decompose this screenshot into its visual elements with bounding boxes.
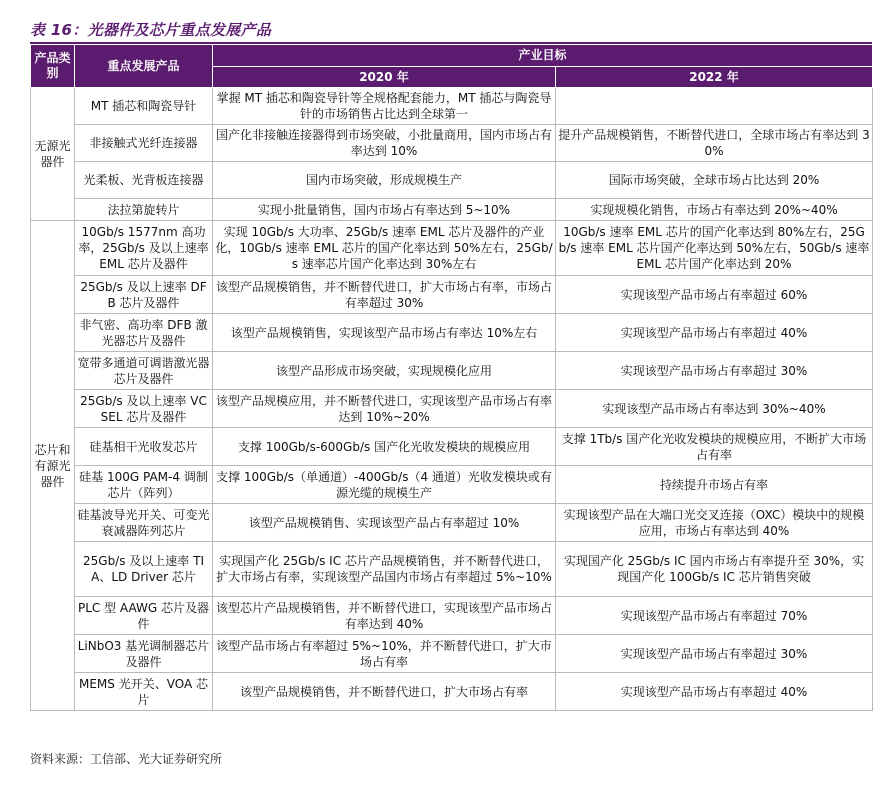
- product-cell: 宽带多通道可调谐激光器芯片及器件: [75, 352, 213, 390]
- target-2020-cell: 该型产品规模销售、实现该型产品占有率超过 10%: [213, 504, 556, 542]
- target-2020-cell: 国内市场突破，形成规模生产: [213, 162, 556, 199]
- product-cell: 硅基相干光收发芯片: [75, 428, 213, 466]
- target-2020-cell: 支撑 100Gb/s（单通道）-400Gb/s（4 通道）光收发模块或有源光缆的规模生产: [213, 466, 556, 504]
- product-cell: 光柔板、光背板连接器: [75, 162, 213, 199]
- target-2022-cell: 实现规模化销售，市场占有率达到 20%~40%: [556, 199, 873, 221]
- source-note: 资料来源：工信部、光大证券研究所: [30, 752, 223, 766]
- header-product: 重点发展产品: [75, 45, 213, 88]
- target-2020-cell: 实现国产化 25Gb/s IC 芯片产品规模销售，并不断替代进口，扩大市场占有率，实现该型产品国内市场占有率超过 5%~10%: [213, 542, 556, 597]
- target-2020-cell: 该型芯片产品规模销售，并不断替代进口，实现该型产品市场占有率达到 40%: [213, 597, 556, 635]
- target-2022-cell: 实现该型产品在大端口光交叉连接（OXC）模块中的规模应用，市场占有率达到 40%: [556, 504, 873, 542]
- header-category: 产品类别: [31, 45, 75, 88]
- target-2022-cell: 实现该型产品市场占有率超过 60%: [556, 276, 873, 314]
- target-2022-cell: 提升产品规模销售，不断替代进口，全球市场占有率达到 30%: [556, 125, 873, 162]
- target-2020-cell: 该型产品规模应用，并不断替代进口，实现该型产品市场占有率达到 10%~20%: [213, 390, 556, 428]
- product-cell: 法拉第旋转片: [75, 199, 213, 221]
- target-2020-cell: 国产化非接触连接器得到市场突破，小批量商用，国内市场占有率达到 10%: [213, 125, 556, 162]
- target-2022-cell: 实现该型产品市场占有率超过 30%: [556, 635, 873, 673]
- header-target: 产业目标: [213, 45, 873, 67]
- target-2020-cell: 该型产品规模销售，并不断替代进口，扩大市场占有率，市场占有率超过 30%: [213, 276, 556, 314]
- header-2020: 2020 年: [213, 67, 556, 88]
- target-2022-cell: 国际市场突破，全球市场占比达到 20%: [556, 162, 873, 199]
- target-2020-cell: 实现 10Gb/s 大功率、25Gb/s 速率 EML 芯片及器件的产业化，10Gb/s 速率 EML 芯片的国产化率达到 50%左右，25Gb/s 速率芯片国产化率达到 30%左右: [213, 221, 556, 276]
- product-cell: 25Gb/s 及以上速率 DFB 芯片及器件: [75, 276, 213, 314]
- target-2020-cell: 该型产品规模销售，并不断替代进口，扩大市场占有率: [213, 673, 556, 711]
- product-cell: 10Gb/s 1577nm 高功率，25Gb/s 及以上速率 EML 芯片及器件: [75, 221, 213, 276]
- target-2020-cell: 该型产品市场占有率超过 5%~10%，并不断替代进口，扩大市场占有率: [213, 635, 556, 673]
- target-2022-cell: 实现该型产品市场占有率超过 40%: [556, 673, 873, 711]
- target-2022-cell: 实现该型产品市场占有率超过 30%: [556, 352, 873, 390]
- target-2020-cell: 该型产品规模销售，实现该型产品市场占有率达 10%左右: [213, 314, 556, 352]
- header-2022: 2022 年: [556, 67, 873, 88]
- products-table: [30, 44, 873, 711]
- target-2022-cell: 实现该型产品市场占有率超过 70%: [556, 597, 873, 635]
- target-2022-cell: 实现该型产品市场占有率达到 30%~40%: [556, 390, 873, 428]
- target-2022-cell: 支撑 1Tb/s 国产化光收发模块的规模应用，不断扩大市场占有率: [556, 428, 873, 466]
- product-cell: 25Gb/s 及以上速率 VCSEL 芯片及器件: [75, 390, 213, 428]
- target-2022-cell: 10Gb/s 速率 EML 芯片的国产化率达到 80%左右，25Gb/s 速率 EML 芯片国产化率达到 50%左右，50Gb/s 速率 EML 芯片国产化率达到 20%: [556, 221, 873, 276]
- category-cell: 芯片和有源光器件: [31, 221, 75, 711]
- product-cell: 硅基 100G PAM-4 调制芯片（阵列）: [75, 466, 213, 504]
- table-title: 表 16：光器件及芯片重点发展产品: [30, 21, 272, 39]
- product-cell: LiNbO3 基光调制器芯片及器件: [75, 635, 213, 673]
- product-cell: 25Gb/s 及以上速率 TIA、LD Driver 芯片: [75, 542, 213, 597]
- target-2022-cell: 实现国产化 25Gb/s IC 国内市场占有率提升至 30%，实现国产化 100Gb/s IC 芯片销售突破: [556, 542, 873, 597]
- target-2022-cell: 持续提升市场占有率: [556, 466, 873, 504]
- target-2022-cell: [556, 88, 873, 125]
- target-2020-cell: 该型产品形成市场突破，实现规模化应用: [213, 352, 556, 390]
- product-cell: 非气密、高功率 DFB 激光器芯片及器件: [75, 314, 213, 352]
- target-2020-cell: 实现小批量销售，国内市场占有率达到 5~10%: [213, 199, 556, 221]
- target-2020-cell: 掌握 MT 插芯和陶瓷导针等全规格配套能力，MT 插芯与陶瓷导针的市场销售占比达到全球第一: [213, 88, 556, 125]
- target-2022-cell: 实现该型产品市场占有率超过 40%: [556, 314, 873, 352]
- product-cell: MEMS 光开关、VOA 芯片: [75, 673, 213, 711]
- category-cell: 无源光器件: [31, 88, 75, 221]
- product-cell: MT 插芯和陶瓷导针: [75, 88, 213, 125]
- target-2020-cell: 支撑 100Gb/s-600Gb/s 国产化光收发模块的规模应用: [213, 428, 556, 466]
- product-cell: 硅基波导光开关、可变光衰减器阵列芯片: [75, 504, 213, 542]
- product-cell: PLC 型 AAWG 芯片及器件: [75, 597, 213, 635]
- product-cell: 非接触式光纤连接器: [75, 125, 213, 162]
